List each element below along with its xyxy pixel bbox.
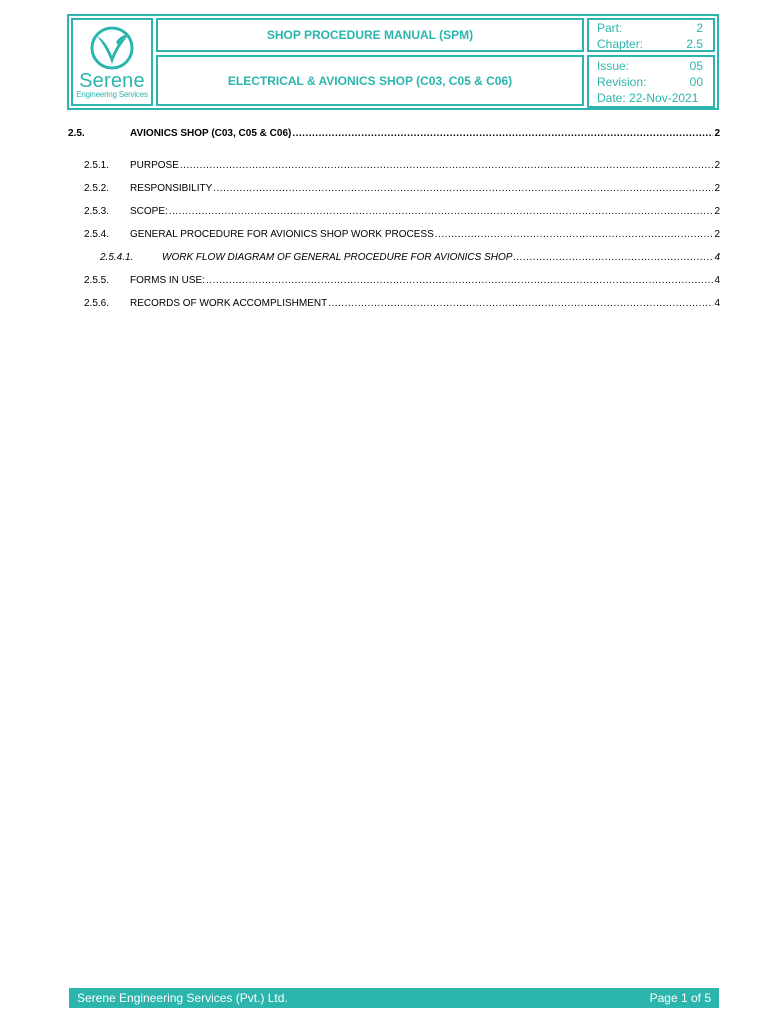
toc-page: 2 <box>714 128 720 139</box>
issue-value: 05 <box>689 59 703 73</box>
toc-leader <box>513 252 713 263</box>
part-chapter-box <box>587 18 715 52</box>
toc-title: RESPONSIBILITY <box>130 183 213 194</box>
toc-number: 2.5.5. <box>84 275 110 286</box>
chapter-row <box>597 36 703 52</box>
company-logo <box>71 18 153 106</box>
date-text: Date: 22-Nov-2021 <box>597 91 699 105</box>
title-column <box>156 18 584 106</box>
toc-title: FORMS IN USE: <box>130 275 206 286</box>
toc-page: 2 <box>714 206 720 217</box>
footer-page-number: Page 1 of 5 <box>649 991 711 1005</box>
chapter-value: 2.5 <box>686 36 703 51</box>
revision-row <box>597 74 703 90</box>
toc-entry[interactable] <box>84 229 720 240</box>
toc-title: RECORDS OF WORK ACCOMPLISHMENT <box>130 298 328 309</box>
part-row <box>597 20 703 36</box>
part-label: Part: <box>597 20 623 35</box>
page-footer <box>69 988 719 1008</box>
toc-entry[interactable] <box>84 275 720 286</box>
toc-number: 2.5. <box>68 128 85 139</box>
toc-leader <box>169 206 714 217</box>
toc-number: 2.5.3. <box>84 206 110 217</box>
toc-leader <box>292 128 713 139</box>
revision-label: Revision: <box>597 75 647 89</box>
toc-title: PURPOSE <box>130 160 179 171</box>
toc-page: 4 <box>714 252 720 263</box>
toc-page: 2 <box>714 160 720 171</box>
toc-title: GENERAL PROCEDURE FOR AVIONICS SHOP WORK PROCESS <box>130 229 434 240</box>
date-row <box>597 90 703 106</box>
toc-number: 2.5.1. <box>84 160 110 171</box>
toc-number: 2.5.2. <box>84 183 110 194</box>
toc-leader <box>328 298 713 309</box>
logo-name: Serene <box>79 70 145 92</box>
chapter-label: Chapter: <box>597 36 644 51</box>
toc-entry[interactable] <box>100 252 720 263</box>
toc-page: 2 <box>714 229 720 240</box>
toc-number: 2.5.6. <box>84 298 110 309</box>
revision-value: 00 <box>689 75 703 89</box>
toc-leader <box>213 183 713 194</box>
toc-page: 4 <box>714 298 720 309</box>
issue-row <box>597 58 703 74</box>
bird-logo-icon <box>88 26 136 70</box>
manual-title: SHOP PROCEDURE MANUAL (SPM) <box>156 18 584 52</box>
toc-page: 2 <box>714 183 720 194</box>
meta-column <box>587 18 715 106</box>
toc-page: 4 <box>714 275 720 286</box>
toc-entry[interactable] <box>84 206 720 217</box>
part-value: 2 <box>696 20 703 35</box>
toc-entry[interactable] <box>84 183 720 194</box>
issue-revision-box <box>587 55 715 108</box>
toc-title: WORK FLOW DIAGRAM OF GENERAL PROCEDURE FOR AVIONICS SHOP <box>162 252 513 263</box>
toc-leader <box>180 160 714 171</box>
toc-title: AVIONICS SHOP (C03, C05 & C06) <box>130 128 292 139</box>
toc-leader <box>206 275 713 286</box>
toc-entry[interactable] <box>84 160 720 171</box>
toc-number: 2.5.4.1. <box>100 252 134 263</box>
toc-leader <box>435 229 714 240</box>
toc-number: 2.5.4. <box>84 229 110 240</box>
issue-label: Issue: <box>597 59 630 73</box>
toc-title: SCOPE: <box>130 206 168 217</box>
footer-company: Serene Engineering Services (Pvt.) Ltd. <box>77 991 288 1005</box>
toc-entry[interactable] <box>68 128 720 139</box>
document-header <box>67 14 719 110</box>
toc-entry[interactable] <box>84 298 720 309</box>
shop-title: ELECTRICAL & AVIONICS SHOP (C03, C05 & C06) <box>156 55 584 106</box>
logo-subtitle: Engineering Services <box>76 90 148 99</box>
